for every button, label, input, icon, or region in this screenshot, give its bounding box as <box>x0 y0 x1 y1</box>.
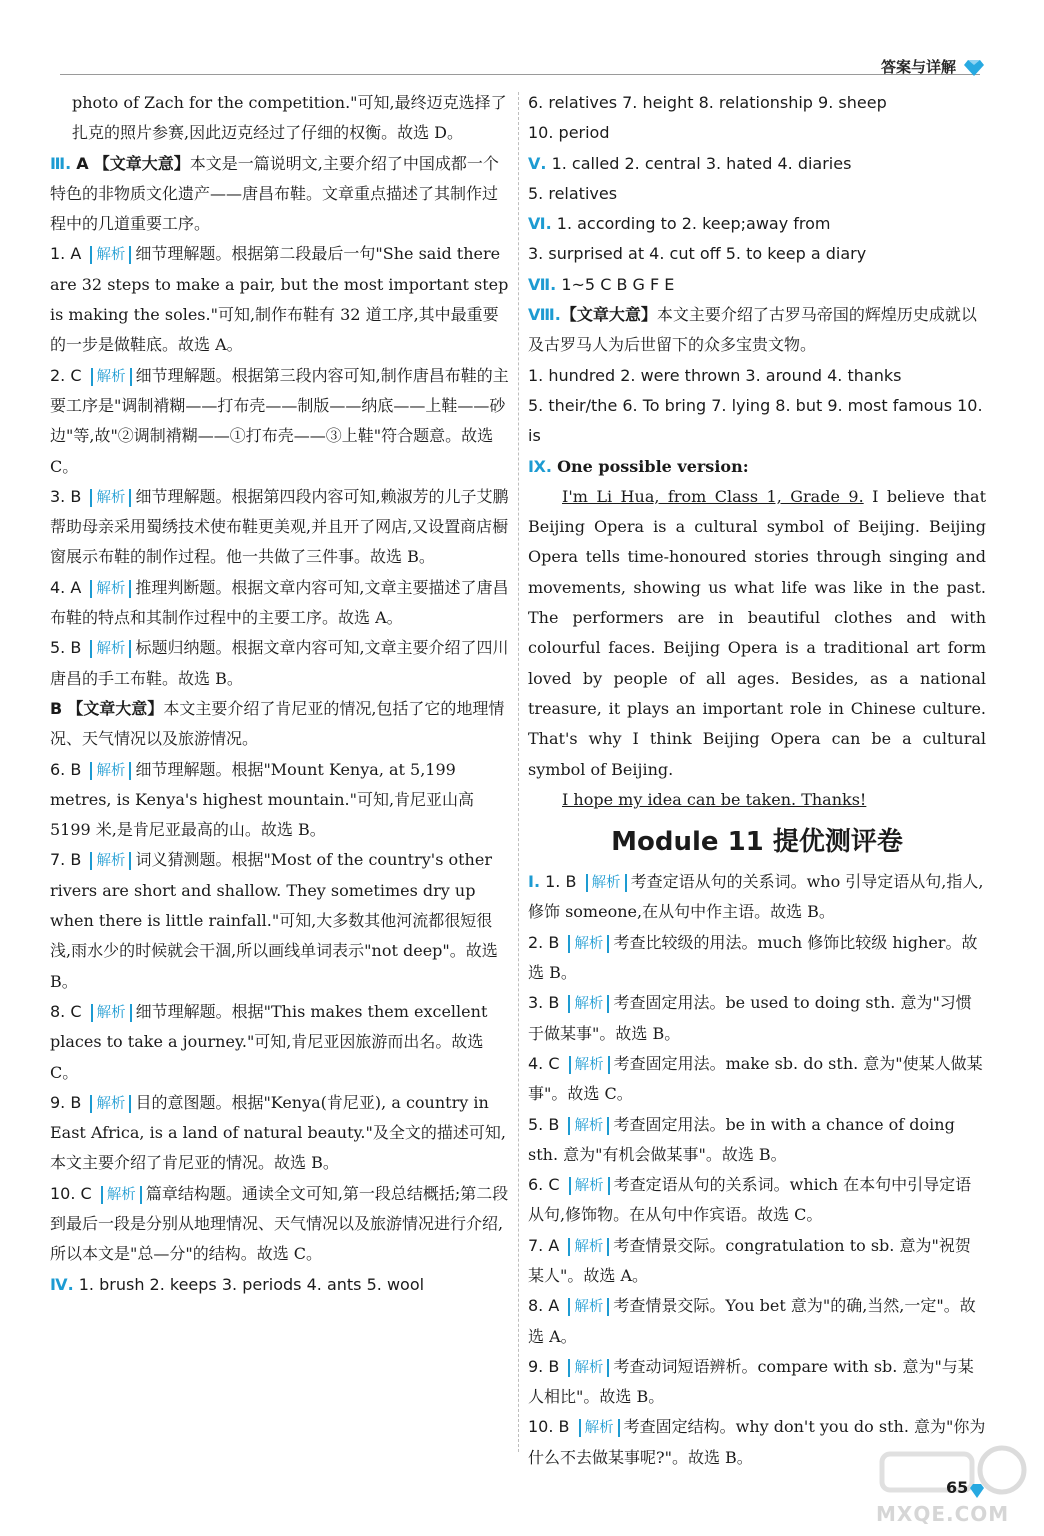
answer-paragraph: photo of Zach for the competition."可知,最终迈克选择了扎克的照片参赛,因此迈克经过了仔细的权衡。故选 D。 <box>72 93 507 143</box>
fill-answers: 5. their/the 6. To bring 7. lying 8. but 9. most famous 10. is <box>528 395 983 446</box>
article-summary: B 【文章大意】本文主要介绍了肯尼亚的情况,包括了它的地理情况、天气情况以及旅游情况。 <box>50 698 505 749</box>
answer-item: 1. A 解析 细节理解题。根据第二段最后一句"She said there are 32 steps to make a pair, but the most important step is making the soles."可知,制作布鞋有 32 道工序,其中最重要的一步是做鞋底。故选 A。 <box>50 244 509 355</box>
page-marker-icon <box>970 1484 984 1498</box>
page-header <box>0 0 1044 80</box>
article-summary: Ⅲ. A 【文章大意】本文是一篇说明文,主要介绍了中国成都一个特色的非物质文化遗产——唐昌布鞋。文章重点描述了其制作过程中的几道重要工序。 <box>50 153 499 234</box>
answer-item: 9. B 解析 目的意图题。根据"Kenya(肯尼亚), a country in East Africa, is a land of natural beauty."及全文的描述可知,本文主要介绍了肯尼亚的情况。故选 B。 <box>50 1092 506 1173</box>
answer-item: 10. B 解析 考查固定结构。why don't you do sth. 意为"你为什么不去做某事呢?"。故选 B。 <box>528 1417 986 1467</box>
analysis-tag: 解析 <box>90 246 131 264</box>
left-column <box>50 88 510 1300</box>
writing-heading: Ⅸ. One possible version: <box>528 456 749 476</box>
analysis-tag: 解析 <box>568 995 609 1013</box>
answer-item: 7. B 解析 词义猜测题。根据"Most of the country's other rivers are short and shallow. They sometimes dry up when there is little rainfall."可知,大多数其他河流都很短很浅,雨水少的时候就会干涸,所以画线单词表示"not deep"。故选 B。 <box>50 850 498 991</box>
gem-icon <box>964 60 984 76</box>
answer-item: 5. B 解析 考查固定用法。be in with a chance of doing sth. 意为"有机会做某事"。故选 B。 <box>528 1114 955 1164</box>
answer-item: 10. C 解析 篇章结构题。通读全文可知,第一段总结概括;第二段到最后一段是分别从地理情况、天气情况以及旅游情况进行介绍,所以本文是"总—分"的结构。故选 C。 <box>50 1183 509 1264</box>
answer-item: 3. B 解析 细节理解题。根据第四段内容可知,赖淑芳的儿子艾鹏帮助母亲采用蜀绣技术使布鞋更美观,并且开了网店,又设置商店橱窗展示布鞋的制作过程。他一共做了三件事。故选 B。 <box>50 486 509 567</box>
header-label: 答案与详解 <box>880 58 956 76</box>
fill-answers: 5. relatives <box>528 183 618 203</box>
answer-item: 4. A 解析 推理判断题。根据文章内容可知,文章主要描述了唐昌布鞋的特点和其制作过程中的主要工序。故选 A。 <box>50 577 509 628</box>
answer-item: 5. B 解析 标题归纳题。根据文章内容可知,文章主要介绍了四川唐昌的手工布鞋。故选 B。 <box>50 638 509 688</box>
analysis-tag: 解析 <box>90 762 131 780</box>
answer-item: 7. A 解析 考查情景交际。congratulation to sb. 意为"祝贺某人"。故选 A。 <box>528 1235 971 1285</box>
analysis-tag: 解析 <box>90 640 131 658</box>
sample-essay: I'm Li Hua, from Class 1, Grade 9. I believe that Beijing Opera is a cultural symbol of Beijing. Beijing Opera tells time-honoured stories through singing and movements, showing us what life was like in the past. The performers are in beautiful clothes and with colourful faces. Beijing Opera is a traditional art form loved by people of all ages. Besides, as a national treasure, it plays an important role in Chinese culture. That's why I think Beijing Opera can be a cultural symbol of Beijing. <box>528 486 987 779</box>
fill-answers: Ⅵ. 1. according to 2. keep;away from <box>528 214 831 234</box>
answer-item: 9. B 解析 考查动词短语辨析。compare with sb. 意为"与某人相比"。故选 B。 <box>528 1356 974 1407</box>
analysis-tag: 解析 <box>568 1298 609 1316</box>
analysis-tag: 解析 <box>569 1177 610 1195</box>
analysis-tag: 解析 <box>568 935 609 953</box>
essay-closing: I hope my idea can be taken. Thanks! <box>562 789 867 809</box>
page-number: 65 <box>946 1478 969 1497</box>
analysis-tag: 解析 <box>579 1419 620 1437</box>
answer-item: 6. B 解析 细节理解题。根据"Mount Kenya, at 5,199 metres, is Kenya's highest mountain."可知,肯尼亚山高 5199 米,是肯尼亚最高的山。故选 B。 <box>50 759 475 840</box>
analysis-tag: 解析 <box>90 1095 131 1113</box>
analysis-tag: 解析 <box>90 852 131 870</box>
analysis-tag: 解析 <box>568 1238 609 1256</box>
analysis-tag: 解析 <box>91 1004 132 1022</box>
analysis-tag: 解析 <box>568 1359 609 1377</box>
analysis-tag: 解析 <box>586 874 627 892</box>
fill-answers: 3. surprised at 4. cut off 5. to keep a diary <box>528 244 867 264</box>
answer-item: 2. B 解析 考查比较级的用法。much 修饰比较级 higher。故选 B。 <box>528 932 978 983</box>
analysis-tag: 解析 <box>91 368 132 386</box>
fill-answers: 6. relatives 7. height 8. relationship 9. sheep <box>528 93 887 112</box>
fill-answers: Ⅶ. 1~5 C B G F E <box>528 274 675 294</box>
fill-answers: Ⅳ. 1. brush 2. keeps 3. periods 4. ants 5. wool <box>50 1274 425 1294</box>
fill-answers: 10. period <box>528 123 610 143</box>
answer-item: 8. C 解析 细节理解题。根据"This makes them excellent places to take a journey."可知,肯尼亚因旅游而出名。故选 C。 <box>50 1001 488 1082</box>
answer-item: 6. C 解析 考查定语从句的关系词。which 在本句中引导定语从句,修饰物。在从句中作宾语。故选 C。 <box>528 1175 972 1225</box>
article-summary: Ⅷ.【文章大意】本文主要介绍了古罗马帝国的辉煌历史成就以及古罗马人为后世留下的众多宝贵文物。 <box>528 305 977 355</box>
answer-item: Ⅰ. 1. B 解析 考查定语从句的关系词。who 引导定语从句,指人,修饰 someone,在从句中作主语。故选 B。 <box>528 872 984 922</box>
analysis-tag: 解析 <box>101 1186 142 1204</box>
analysis-tag: 解析 <box>568 1117 609 1135</box>
watermark-text: MXQE.COM <box>876 1502 1010 1526</box>
fill-answers: 1. hundred 2. were thrown 3. around 4. thanks <box>528 365 902 385</box>
answer-item: 4. C 解析 考查固定用法。make sb. do sth. 意为"使某人做某事"。故选 C。 <box>528 1053 983 1104</box>
column-divider <box>518 92 519 1452</box>
fill-answers: Ⅴ. 1. called 2. central 3. hated 4. diaries <box>528 153 852 173</box>
analysis-tag: 解析 <box>90 580 131 598</box>
right-column <box>528 88 986 1473</box>
analysis-tag: 解析 <box>90 489 131 507</box>
module-title: Module 11 提优测评卷 <box>611 827 903 858</box>
answer-item: 8. A 解析 考查情景交际。You bet 意为"的确,当然,一定"。故选 A。 <box>528 1296 976 1346</box>
answer-item: 2. C 解析 细节理解题。根据第三段内容可知,制作唐昌布鞋的主要工序是"调制褙糊——打布壳——制版——纳底——上鞋——砂边"等,故"②调制褙糊——①打布壳——③上鞋"符合题意。故选 C。 <box>50 365 509 476</box>
analysis-tag: 解析 <box>569 1056 610 1074</box>
answer-item: 3. B 解析 考查固定用法。be used to doing sth. 意为"习惯于做某事"。故选 B。 <box>528 993 972 1043</box>
header-rule <box>60 74 980 75</box>
